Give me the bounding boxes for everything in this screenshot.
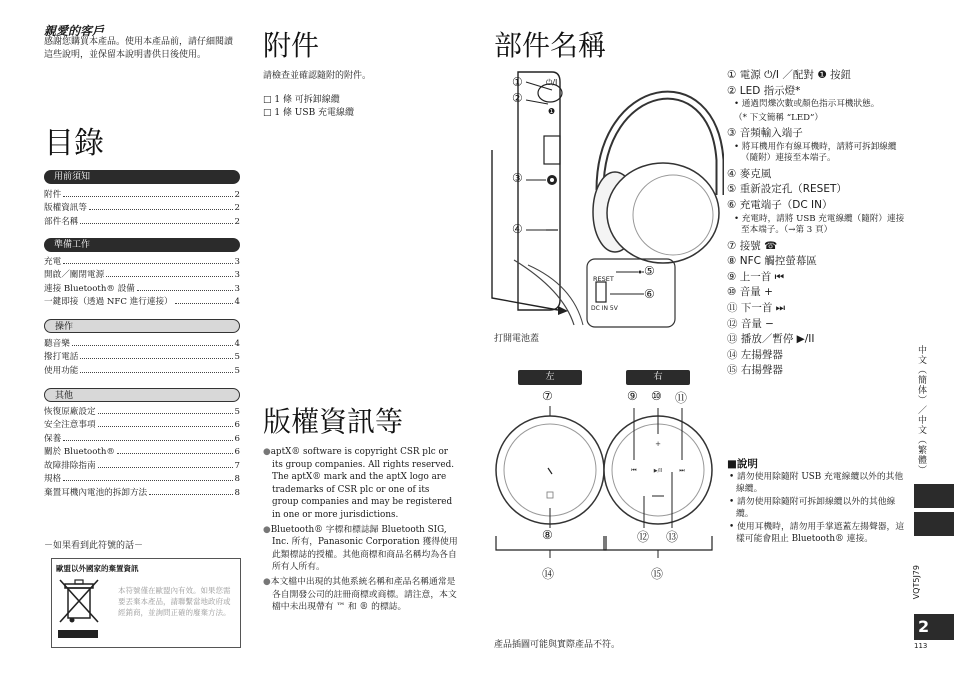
callout-2: ② xyxy=(512,91,523,105)
toc-entry[interactable]: 一鍵即接（透過 NFC 進行連接） 4 xyxy=(44,297,240,307)
parts-item: ④ 麥克風 xyxy=(727,167,772,180)
parts-item: ⑭ 左揚聲器 xyxy=(727,348,783,361)
right-tag: 右 xyxy=(626,370,690,385)
toc-entry[interactable]: 充電 3 xyxy=(44,256,240,267)
parts-item: ③ 音頻輸入端子 xyxy=(727,127,803,140)
toc-entry[interactable]: 保養 6 xyxy=(44,433,240,444)
battery-cover-caption: 打開電池蓋 xyxy=(494,334,540,344)
copyright-body xyxy=(263,446,458,614)
bullet-icon: ● xyxy=(263,524,271,535)
toc-section-header: 其他 xyxy=(44,388,240,402)
power-label: ⏻/I xyxy=(546,78,558,87)
callout-3: ③ xyxy=(512,171,523,185)
language-tab-block xyxy=(914,512,954,536)
toc-entry[interactable]: 安全注意事項 6 xyxy=(44,420,240,430)
toc-entry[interactable]: 附件 2 xyxy=(44,189,240,200)
toc-list-operation xyxy=(44,335,240,376)
greeting-title: 親愛的客戶 xyxy=(44,24,105,38)
toc-section-header: 操作 xyxy=(44,319,240,333)
toc-entry[interactable]: 故障排除指南 7 xyxy=(44,460,240,471)
parts-list xyxy=(727,68,907,379)
toc-entry[interactable]: 連接 Bluetooth® 設備 3 xyxy=(44,283,240,294)
bullet-icon: ● xyxy=(263,447,271,457)
note-item: • 請勿使用除隨附可拆卸線纜以外的其他線纜。 xyxy=(729,497,896,519)
illustration-disclaimer: 產品插圖可能與實際產品不符。 xyxy=(494,640,621,650)
parts-item: ⑨ 上一首 ⏮ xyxy=(727,270,785,283)
toc-entry[interactable]: 規格 8 xyxy=(44,474,240,484)
parts-item: ⑥ 充電端子（DC IN） xyxy=(727,198,833,211)
disposal-info-heading: 歐盟以外國家的棄置資訊 xyxy=(56,564,139,573)
toc-section-header: 用前須知 xyxy=(44,170,240,184)
accessories-intro: 請檢查並確認隨附的附件。 xyxy=(263,71,372,81)
reset-label: RESET xyxy=(593,275,614,283)
parts-item: ⑤ 重新設定孔（RESET） xyxy=(727,183,847,196)
symbol-section-title: －如果看到此符號的話－ xyxy=(44,541,144,551)
reset-dcin-inset xyxy=(586,258,680,330)
toc-entry[interactable]: 撥打電話 5 xyxy=(44,352,240,362)
bullet-icon: ● xyxy=(263,576,271,587)
toc-list-other xyxy=(44,403,240,498)
toc-list-preparation xyxy=(44,253,240,307)
left-tag: 左 xyxy=(518,370,582,385)
svg-text:▶/II: ▶/II xyxy=(653,468,663,474)
parts-item-note: • 將耳機用作有線耳機時，請將可拆卸線纜（隨附）連接至本端子。 xyxy=(734,141,897,164)
parts-item: ② LED 指示燈* xyxy=(727,84,801,97)
language-tab-block xyxy=(914,484,954,508)
crossed-bin-icon xyxy=(58,576,102,642)
greeting-body: 感謝您購買本產品。使用本產品前，請仔細閱讀這些說明，並保留本說明書供日後使用。 xyxy=(44,37,234,60)
parts-item: ⑫ 音量 − xyxy=(727,317,774,330)
callout-7: ⑦ xyxy=(542,389,553,403)
toc-entry[interactable]: 使用功能 5 xyxy=(44,365,240,376)
toc-entry[interactable]: 版權資訊等 2 xyxy=(44,203,240,213)
note-item: • 使用耳機時，請勿用手掌遮蓋左揚聲器，這樣可能會阻止 Bluetooth® 連接。 xyxy=(729,522,905,544)
copyright-paragraph: ●本文檔中出現的其他系統名稱和產品名稱通常是各自開發公司的註冊商標或商標。請注意，本文檔中未出現帶有 ™ 和 ® 的標誌。 xyxy=(263,576,457,613)
dcin-label: DC IN 5V xyxy=(591,305,618,312)
accessory-item: □ 1 條 USB 充電線纜 xyxy=(263,108,355,118)
callout-12: ⑫ xyxy=(637,530,650,544)
page-number: 2 xyxy=(914,614,954,640)
svg-text:⏮: ⏮ xyxy=(631,467,637,474)
toc-entry[interactable]: 聽音樂 4 xyxy=(44,338,240,349)
callout-10: ⑩ xyxy=(651,389,662,403)
callout-15: ⑮ xyxy=(651,567,664,581)
callout-11: ⑪ xyxy=(675,391,688,405)
parts-title: 部件名稱 xyxy=(494,29,607,62)
toc-entry[interactable]: 恢復原廠設定 5 xyxy=(44,406,240,417)
toc-entry[interactable]: 關於 Bluetooth® 6 xyxy=(44,447,240,457)
notes-list xyxy=(727,471,907,546)
callout-6: ⑥ xyxy=(644,287,655,301)
callout-1: ① xyxy=(512,75,523,89)
parts-item: ⑬ 播放／暫停 ▶/II xyxy=(727,333,815,346)
copyright-title: 版權資訊等 xyxy=(263,405,404,438)
parts-item: ⑪ 下一首 ⏭ xyxy=(727,301,786,314)
callout-13: ⑬ xyxy=(666,530,679,544)
parts-item: ⑦ 接號 ☎ xyxy=(727,239,778,252)
parts-item: ① 電源 ⏻/I ／配對 ❶ 按鈕 xyxy=(727,69,851,81)
page-sub-number: 113 xyxy=(914,642,928,650)
accessories-title: 附件 xyxy=(263,29,320,62)
callout-9: ⑨ xyxy=(627,389,638,403)
earcups-diagram xyxy=(494,398,714,558)
parts-item-note: • 通過閃爍次數或顏色指示耳機狀態。 xyxy=(734,99,880,110)
toc-title: 目錄 xyxy=(44,126,104,161)
notes-heading: ■說明 xyxy=(727,458,758,470)
callout-5: ⑤ xyxy=(644,264,655,278)
note-item: • 請勿使用除隨附 USB 充電線纜以外的其他線纜。 xyxy=(729,472,904,494)
parts-item: ⑩ 音量 + xyxy=(727,286,773,299)
accessories-list xyxy=(263,94,354,120)
copyright-paragraph: ●aptX® software is copyright CSR plc or its group companies. All rights reserved. The aptX® mark and the aptX logo are trademarks of CSR plc or one of its group companies and may be registered in one or more jurisdictions. xyxy=(263,447,454,520)
toc-section-header: 準備工作 xyxy=(44,238,240,252)
svg-text:⏭: ⏭ xyxy=(679,467,685,474)
accessory-item: □ 1 條 可拆卸線纜 xyxy=(263,95,340,105)
callout-4: ④ xyxy=(512,222,523,236)
svg-text:+: + xyxy=(655,440,661,448)
disposal-info-text: 本符號僅在歐盟內有效。如果您需要丟棄本產品，請聯繫當地政府或經銷商，並詢問正確的廢棄方法。 xyxy=(118,586,231,617)
parts-item-note: • 充電時，請將 USB 充電線纜（隨附）連接至本端子。（→第 3 頁） xyxy=(734,213,905,236)
toc-entry[interactable]: 開啟／關閉電源 3 xyxy=(44,270,240,280)
toc-list-prep-notes xyxy=(44,186,240,227)
pairing-icon: ❶ xyxy=(548,107,556,116)
language-tab-label: 中文（簡体）／中文（繁體） xyxy=(916,345,926,475)
callout-14: ⑭ xyxy=(542,567,555,581)
toc-entry[interactable]: 部件名稱 2 xyxy=(44,216,240,227)
toc-entry[interactable]: 棄置耳機內電池的拆卸方法 8 xyxy=(44,487,240,498)
parts-item-note: （* 下文簡稱 “LED”） xyxy=(734,112,823,123)
callout-8: ⑧ xyxy=(542,528,553,542)
parts-item: ⑧ NFC 觸控螢幕區 xyxy=(727,255,817,268)
model-code: VQT5J79 xyxy=(912,565,921,600)
copyright-paragraph: ●Bluetooth® 字標和標誌歸 Bluetooth SIG, Inc. 所有，Panasonic Corporation 獲得使用此類標誌的授權。其他商標和商品名稱均為各自所有人所有。 xyxy=(263,524,458,573)
parts-item: ⑮ 右揚聲器 xyxy=(727,364,783,377)
